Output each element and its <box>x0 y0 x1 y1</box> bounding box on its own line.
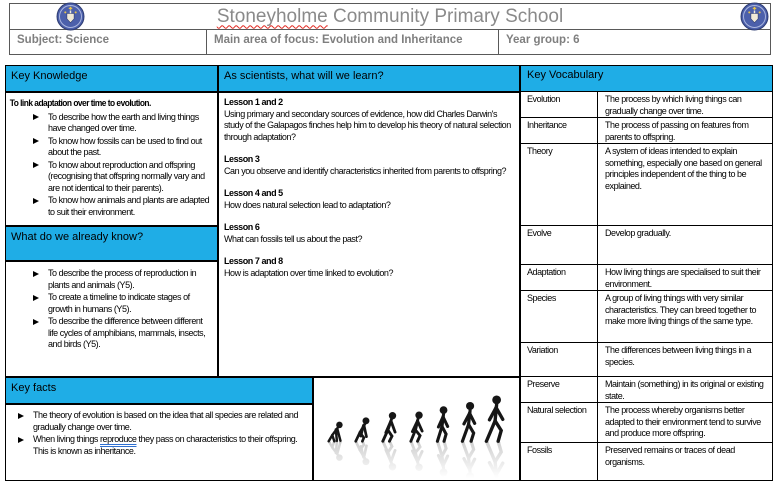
school-crest-logo <box>740 2 769 31</box>
vocab-row <box>521 402 772 442</box>
vocab-definition: The process of passing on features from parents to offspring. <box>605 120 749 142</box>
lesson-item: Lesson 6 What can fossils tell us about the past? <box>224 222 363 244</box>
arrow-bullet-icon <box>33 138 39 144</box>
arrow-bullet-icon <box>33 198 39 204</box>
school-name-flagged: Stoneyholme <box>216 5 328 27</box>
vocab-definition: The process whereby organisms better adapted to their environment tend to survive and produce more offspring. <box>605 405 761 438</box>
list-item: To know how fossils can be used to find out about the past. <box>6 136 217 159</box>
vocab-term: Natural selection <box>521 403 598 442</box>
evolution-of-man-image <box>313 377 520 481</box>
vocab-row <box>521 117 772 143</box>
vocab-definition: A system of ideas intended to explain something, especially one based on general principles independent of the thing to be explained. <box>605 146 762 191</box>
lessons-header: As scientists, what will we learn? <box>218 65 520 92</box>
list-item: To create a timeline to indicate stages of growth in humans (Y5). <box>6 292 217 315</box>
lessons-section <box>218 92 520 377</box>
key-facts-section <box>5 404 313 481</box>
key-facts-header: Key facts <box>5 377 313 404</box>
list-item: To describe the difference between different life cycles of amphibians, mammals, insects, and birds (Y5). <box>6 316 217 351</box>
school-name-rest: Community Primary School <box>327 5 564 27</box>
arrow-bullet-icon <box>18 413 24 419</box>
list-item: When living things reproduce they pass on characteristics to their offspring. This is known as inheritance. <box>8 434 310 457</box>
vocab-row <box>521 376 772 402</box>
header-table <box>9 3 771 55</box>
school-crest-logo <box>56 2 85 31</box>
vocab-term: Species <box>521 291 598 342</box>
lesson-item: Lesson 1 and 2 Using primary and secondary sources of evidence, how did Charles Darwin's study of the Galapagos finches help him to develop his theory of natural selection through adaptation? <box>224 97 511 142</box>
march-of-progress-illustration <box>319 380 515 478</box>
vocab-term: Fossils <box>521 443 598 480</box>
subject-label: Subject: Science <box>17 34 110 46</box>
arrow-bullet-icon <box>33 162 39 168</box>
vocab-definition: Preserved remains or traces of dead organisms. <box>605 445 735 467</box>
list-item: To know about reproduction and offspring (recognising that offspring normally vary and are not identical to their parents). <box>6 160 217 195</box>
already-know-section <box>5 261 218 377</box>
vocab-term: Adaptation <box>521 265 598 290</box>
vocab-row <box>521 290 772 342</box>
vocab-term: Variation <box>521 343 598 376</box>
vocab-definition: The differences between living things in a species. <box>605 345 752 367</box>
vocab-definition: The process by which living things can gradually change over time. <box>605 94 742 116</box>
vocab-definition: A group of living things with very similar characteristics. They can breed together to make more living things of the same type. <box>605 293 757 326</box>
vocab-term: Evolve <box>521 226 598 264</box>
lesson-item: Lesson 3 Can you observe and identify characteristics inherited from parents to offspring? <box>224 154 507 176</box>
arrow-bullet-icon <box>33 114 39 120</box>
arrow-bullet-icon <box>33 319 39 325</box>
key-knowledge-heading: To link adaptation over time to evolution. <box>9 98 151 108</box>
list-item: The theory of evolution is based on the idea that all species are related and gradually change over time. <box>8 410 310 433</box>
list-item: To know how animals and plants are adapted to suit their environment. <box>6 195 217 218</box>
key-vocabulary-header: Key Vocabulary <box>521 66 772 91</box>
list-item: To describe how the earth and living things have changed over time. <box>6 112 217 135</box>
vocab-row <box>521 91 772 117</box>
key-vocabulary-table <box>520 65 773 481</box>
focus-label: Main area of focus: Evolution and Inheritance <box>206 30 498 55</box>
arrow-bullet-icon <box>33 295 39 301</box>
vocab-definition: Develop gradually. <box>605 228 671 238</box>
arrow-bullet-icon <box>33 271 39 277</box>
list-item: To describe the process of reproduction in plants and animals (Y5). <box>6 268 217 291</box>
vocab-row <box>521 442 772 480</box>
key-knowledge-section <box>5 92 218 226</box>
vocab-row <box>521 342 772 376</box>
subject-row <box>10 30 770 55</box>
vocab-definition: How living things are specialised to suit their environment. <box>605 267 761 289</box>
page-title <box>217 6 563 28</box>
grammar-flagged-word: reproduce <box>100 434 137 444</box>
vocab-row <box>521 143 772 225</box>
vocab-row <box>521 264 772 290</box>
already-know-header: What do we already know? <box>5 226 218 261</box>
year-group-label: Year group: 6 <box>498 30 770 55</box>
vocab-definition: Maintain (something) in its original or existing state. <box>605 379 764 401</box>
lesson-item: Lesson 4 and 5 How does natural selection lead to adaptation? <box>224 188 391 210</box>
vocab-row <box>521 225 772 264</box>
lesson-item: Lesson 7 and 8 How is adaptation over time linked to evolution? <box>224 256 394 278</box>
vocab-term: Preserve <box>521 377 598 402</box>
vocab-term: Inheritance <box>521 118 598 143</box>
key-knowledge-header: Key Knowledge <box>5 65 218 92</box>
title-row <box>10 4 770 30</box>
arrow-bullet-icon <box>18 437 24 443</box>
vocab-term: Evolution <box>521 92 598 117</box>
vocab-term: Theory <box>521 144 598 225</box>
